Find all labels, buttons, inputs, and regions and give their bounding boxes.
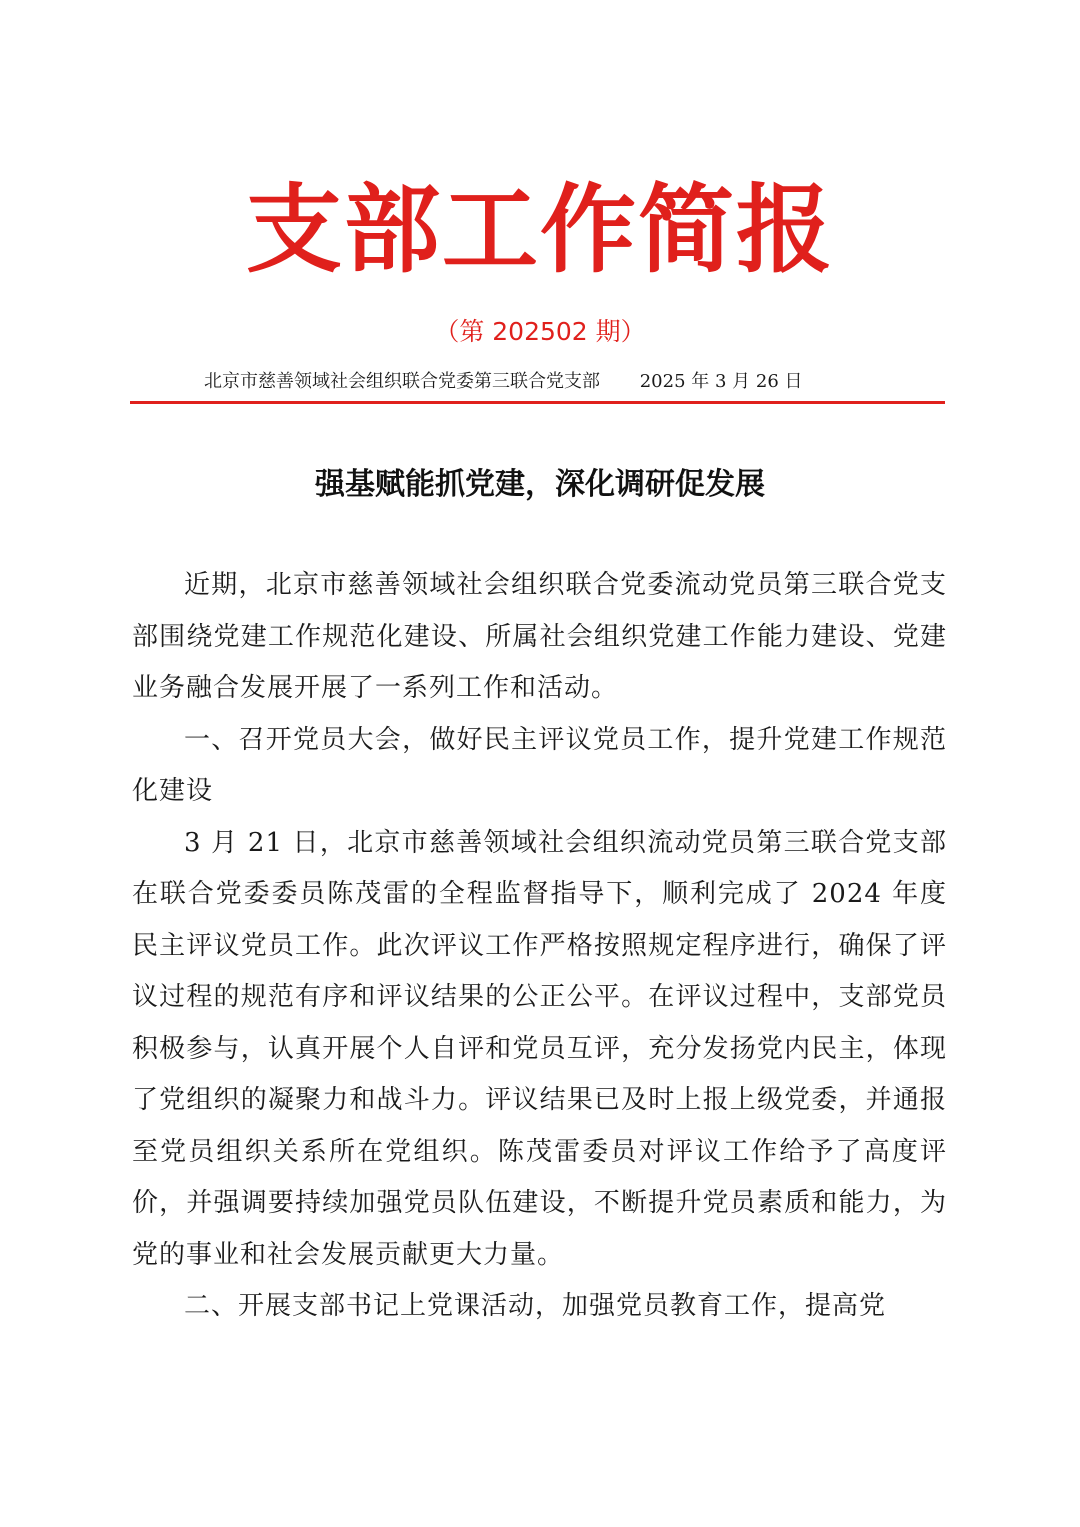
- article-headline: 强基赋能抓党建，深化调研促发展: [315, 467, 765, 502]
- issue-number: （第 202502 期）: [434, 317, 646, 346]
- red-divider: [130, 401, 945, 404]
- issue-info-line: [130, 368, 945, 396]
- issue-date: 2025 年 3 月 26 日: [639, 371, 803, 392]
- paragraph-intro: 近期，北京市慈善领域社会组织联合党委流动党员第三联合党支部围绕党建工作规范化建设、所属社会组织党建工作能力建设、党建业务融合发展开展了一系列工作和活动。: [132, 570, 947, 703]
- section-heading-1: 一、召开党员大会，做好民主评议党员工作，提升党建工作规范化建设: [132, 724, 947, 806]
- masthead-title: 支部工作简报: [246, 174, 834, 286]
- paragraph-section-1: 3 月 21 日，北京市慈善领域社会组织流动党员第三联合党支部在联合党委委员陈茂雷的全程监督指导下，顺利完成了 2024 年度民主评议党员工作。此次评议工作严格按照规定程序进行，确保了评议过程的规范有序和评议结果的公正公平。在评议过程中，支部党员积极参与，认真开展个人自评和党员互评，充分发扬党内民主，体现了党组织的凝聚力和战斗力。评议结果已及时上报上级党委，并通报至党员组织关系所在党组织。陈茂雷委员对评议工作给予了高度评价，并强调要持续加强党员队伍建设，不断提升党员素质和能力，为党的事业和社会发展贡献更大力量。: [132, 827, 947, 1270]
- article-body: [132, 560, 947, 1333]
- organization-name: 北京市慈善领域社会组织联合党委第三联合党支部: [204, 371, 600, 392]
- section-heading-2: 二、开展支部书记上党课活动，加强党员教育工作，提高党: [184, 1291, 887, 1321]
